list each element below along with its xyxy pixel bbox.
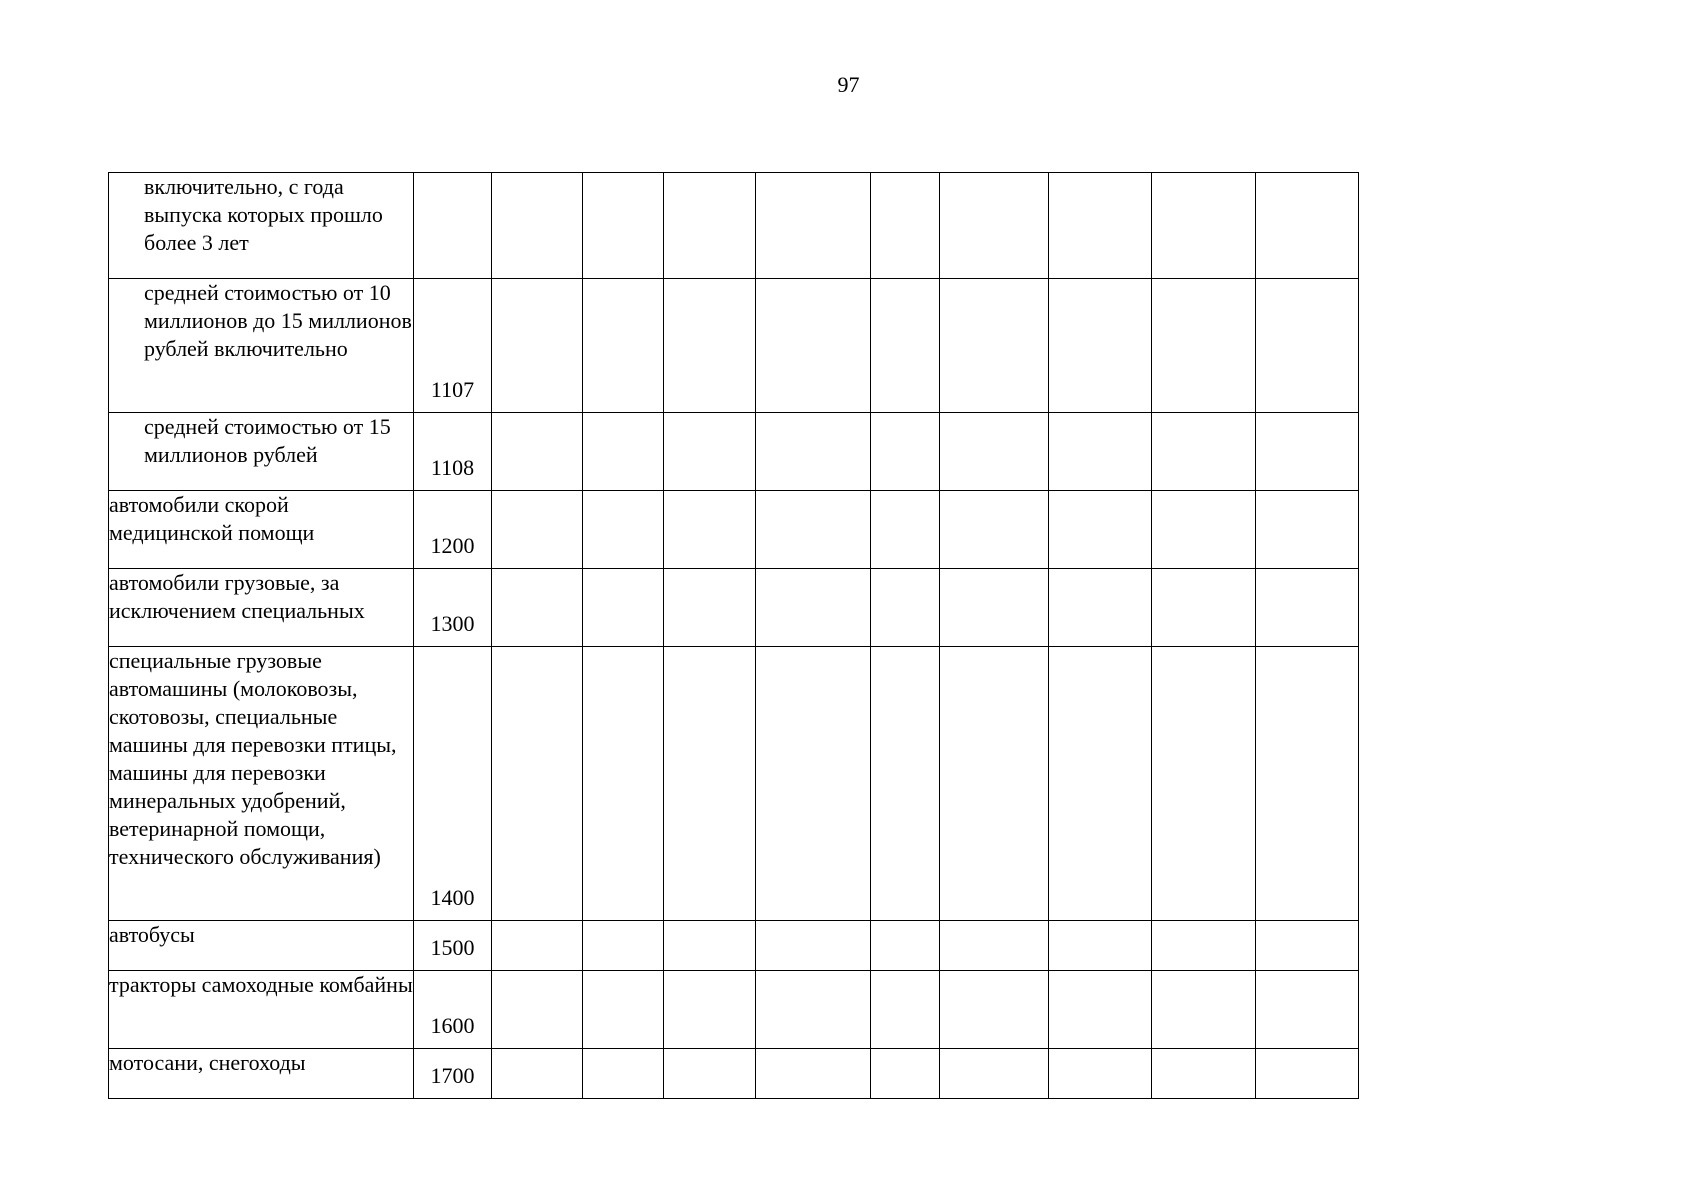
table-row (109, 173, 1359, 279)
table-row (109, 647, 1359, 921)
row-description-cell (109, 971, 414, 1049)
empty-data-cell (871, 491, 940, 569)
empty-data-cell (940, 491, 1049, 569)
empty-data-cell (1049, 491, 1152, 569)
report-table (108, 172, 1359, 1099)
row-code: 1500 (414, 921, 492, 971)
row-description-cell (109, 413, 414, 491)
empty-data-cell (1049, 921, 1152, 971)
table-row (109, 569, 1359, 647)
empty-data-cell (1049, 971, 1152, 1049)
empty-data-cell (1152, 491, 1256, 569)
empty-data-cell (492, 491, 583, 569)
empty-data-cell (492, 569, 583, 647)
empty-data-cell (756, 647, 871, 921)
row-code: 1400 (414, 647, 492, 921)
empty-data-cell (940, 173, 1049, 279)
row-description: мотосани, снегоходы (109, 1050, 306, 1075)
row-description-cell (109, 647, 414, 921)
empty-data-cell (940, 413, 1049, 491)
empty-data-cell (871, 1049, 940, 1099)
empty-data-cell (1049, 173, 1152, 279)
row-description: средней стоимостью от 10 миллионов до 15 миллионов рублей включительно (144, 280, 412, 361)
empty-data-cell (871, 279, 940, 413)
row-code: 1200 (414, 491, 492, 569)
empty-data-cell (1152, 971, 1256, 1049)
table-row (109, 413, 1359, 491)
table-row (109, 279, 1359, 413)
table-row (109, 1049, 1359, 1099)
empty-data-cell (583, 569, 664, 647)
empty-data-cell (492, 413, 583, 491)
empty-data-cell (664, 569, 756, 647)
row-description-cell (109, 173, 414, 279)
empty-data-cell (492, 173, 583, 279)
row-code: 1300 (414, 569, 492, 647)
row-description: автомобили грузовые, за исключением специальных (109, 570, 365, 623)
empty-data-cell (583, 491, 664, 569)
empty-data-cell (1049, 413, 1152, 491)
empty-data-cell (871, 921, 940, 971)
row-description: специальные грузовые автомашины (молоковозы, скотовозы, специальные машины для перевозки птицы, машины для перевозки минеральных удобрений, ветеринарной помощи, технического обслуживания) (109, 648, 397, 869)
empty-data-cell (492, 971, 583, 1049)
empty-data-cell (871, 647, 940, 921)
empty-data-cell (1152, 921, 1256, 971)
row-description: включительно, с года выпуска которых прошло более 3 лет (144, 174, 383, 255)
row-description: тракторы самоходные комбайны (109, 972, 413, 997)
empty-data-cell (583, 921, 664, 971)
row-description-cell (109, 569, 414, 647)
empty-data-cell (1256, 647, 1359, 921)
table-row (109, 921, 1359, 971)
empty-data-cell (1256, 491, 1359, 569)
empty-data-cell (940, 647, 1049, 921)
empty-data-cell (871, 569, 940, 647)
empty-data-cell (664, 647, 756, 921)
row-description: автомобили скорой медицинской помощи (109, 492, 315, 545)
empty-data-cell (664, 921, 756, 971)
row-description-cell (109, 279, 414, 413)
row-code (414, 173, 492, 279)
empty-data-cell (756, 971, 871, 1049)
table-row (109, 971, 1359, 1049)
empty-data-cell (1152, 569, 1256, 647)
empty-data-cell (664, 173, 756, 279)
empty-data-cell (583, 413, 664, 491)
empty-data-cell (664, 971, 756, 1049)
empty-data-cell (492, 647, 583, 921)
row-description-cell (109, 491, 414, 569)
empty-data-cell (940, 971, 1049, 1049)
empty-data-cell (1152, 279, 1256, 413)
empty-data-cell (1049, 279, 1152, 413)
row-description: автобусы (109, 922, 195, 947)
row-code: 1600 (414, 971, 492, 1049)
table-row (109, 491, 1359, 569)
empty-data-cell (871, 413, 940, 491)
empty-data-cell (1256, 921, 1359, 971)
empty-data-cell (583, 173, 664, 279)
empty-data-cell (492, 921, 583, 971)
empty-data-cell (1152, 1049, 1256, 1099)
row-code: 1108 (414, 413, 492, 491)
empty-data-cell (756, 921, 871, 971)
empty-data-cell (1152, 413, 1256, 491)
page-number: 97 (837, 72, 860, 97)
empty-data-cell (756, 279, 871, 413)
empty-data-cell (1256, 413, 1359, 491)
empty-data-cell (756, 1049, 871, 1099)
empty-data-cell (583, 971, 664, 1049)
empty-data-cell (1256, 1049, 1359, 1099)
empty-data-cell (492, 279, 583, 413)
empty-data-cell (583, 1049, 664, 1099)
empty-data-cell (940, 279, 1049, 413)
row-code: 1700 (414, 1049, 492, 1099)
empty-data-cell (1256, 173, 1359, 279)
empty-data-cell (871, 173, 940, 279)
empty-data-cell (1256, 279, 1359, 413)
empty-data-cell (756, 569, 871, 647)
empty-data-cell (1152, 173, 1256, 279)
empty-data-cell (492, 1049, 583, 1099)
row-code: 1107 (414, 279, 492, 413)
empty-data-cell (756, 413, 871, 491)
empty-data-cell (940, 569, 1049, 647)
empty-data-cell (664, 1049, 756, 1099)
empty-data-cell (1152, 647, 1256, 921)
empty-data-cell (940, 921, 1049, 971)
empty-data-cell (1256, 569, 1359, 647)
empty-data-cell (871, 971, 940, 1049)
empty-data-cell (664, 279, 756, 413)
row-description-cell (109, 921, 414, 971)
row-description-cell (109, 1049, 414, 1099)
empty-data-cell (756, 173, 871, 279)
empty-data-cell (664, 413, 756, 491)
empty-data-cell (583, 279, 664, 413)
empty-data-cell (1256, 971, 1359, 1049)
empty-data-cell (664, 491, 756, 569)
empty-data-cell (1049, 647, 1152, 921)
empty-data-cell (756, 491, 871, 569)
row-description: средней стоимостью от 15 миллионов рублей (144, 414, 391, 467)
empty-data-cell (583, 647, 664, 921)
empty-data-cell (940, 1049, 1049, 1099)
empty-data-cell (1049, 569, 1152, 647)
empty-data-cell (1049, 1049, 1152, 1099)
